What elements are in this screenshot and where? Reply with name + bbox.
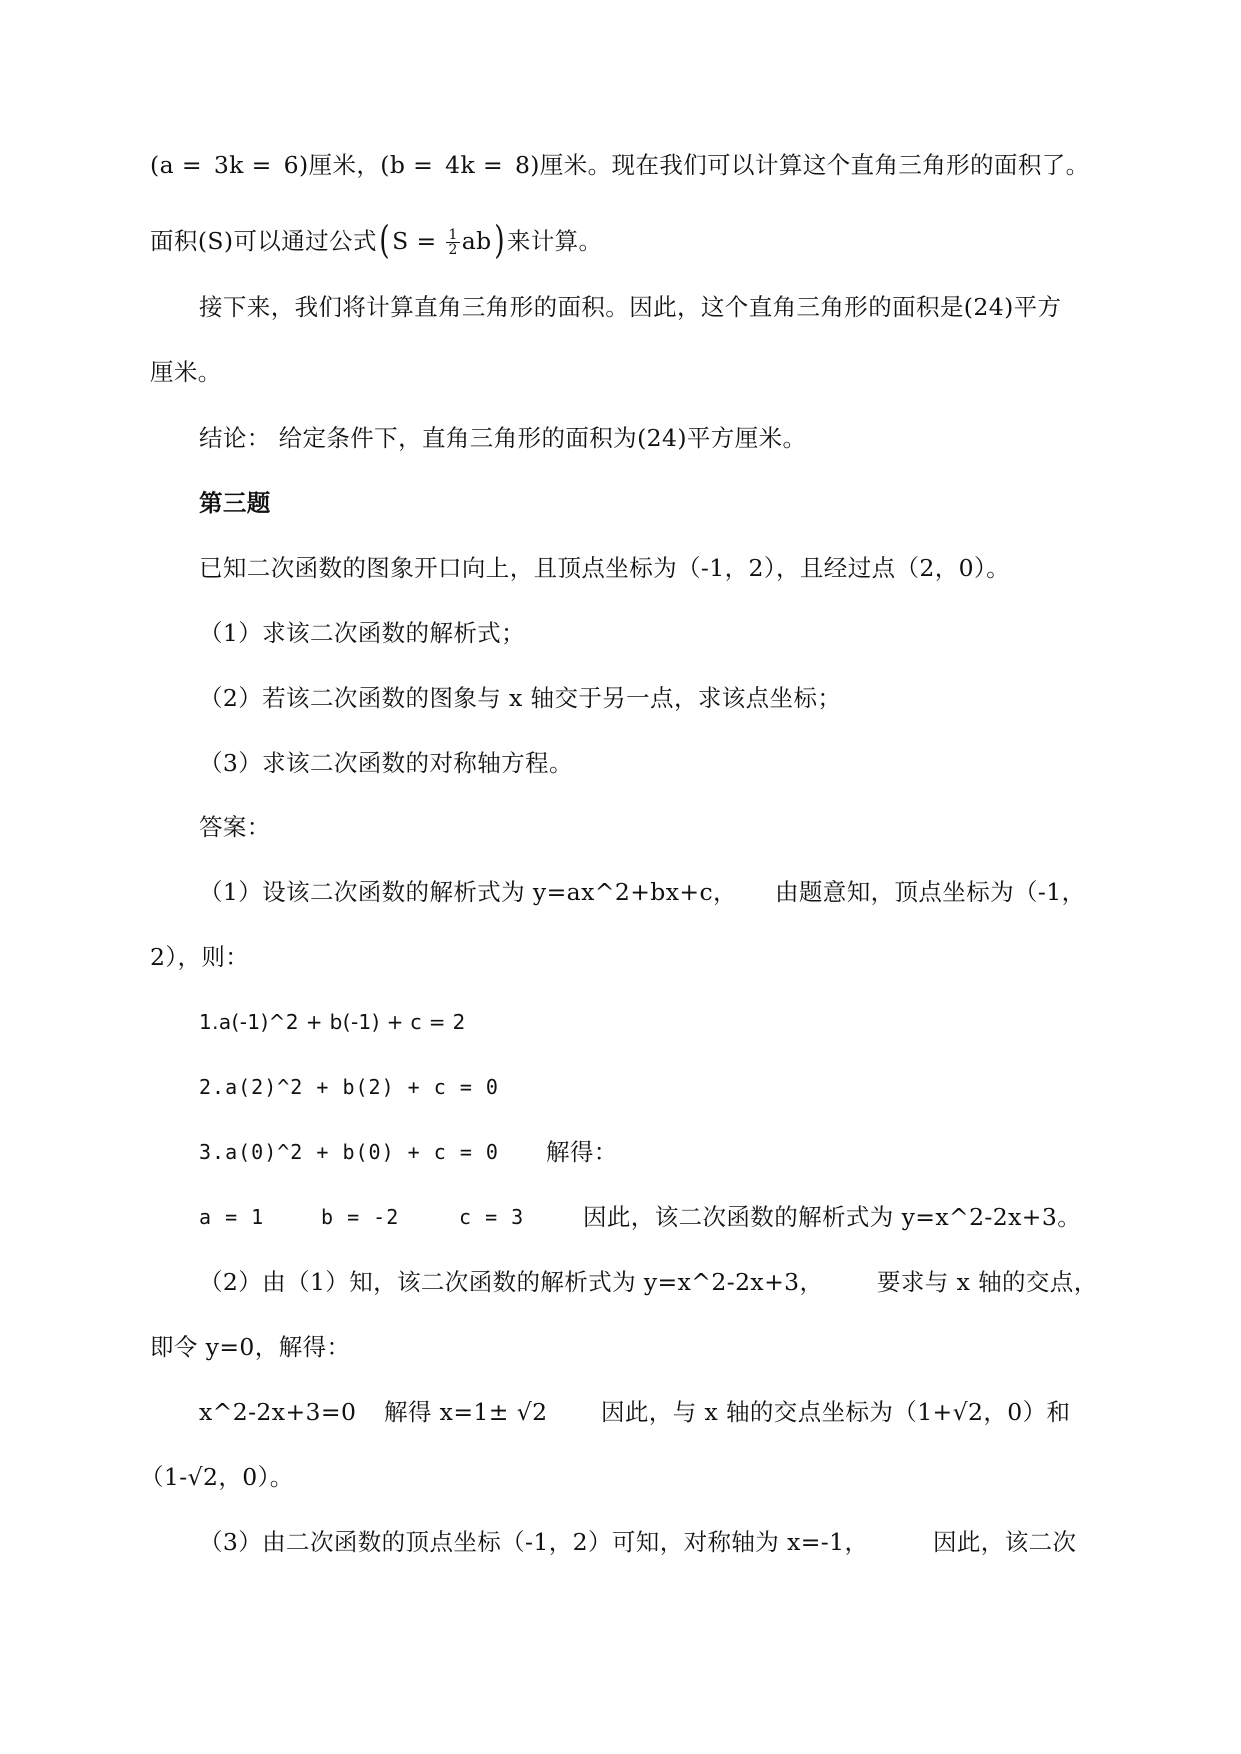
sub-question-1: （1）求该二次函数的解析式； [199,619,526,647]
text-segment: 来计算。 [506,227,603,255]
text-segment: 可以通过公式 [233,227,377,255]
right-paren: ) [493,218,505,262]
answer-2-equation: x^2-2x+3=0 [199,1398,357,1426]
answer-1-line [199,877,737,907]
text-line-1 [150,150,1090,180]
solution-result: 因此，该二次函数的解析式为 y=x^2-2x+3。 [583,1203,1082,1231]
question-stem: 已知二次函数的图象开口向上，且顶点坐标为（-1，2），且经过点（2，0）。 [199,554,1011,582]
answer-2-wrap: 即令 y=0，解得： [150,1333,351,1361]
answer-2-intersections-wrap: （1-√2，0）。 [140,1463,294,1491]
conclusion-line: 结论： 给定条件下，直角三角形的面积为(24)平方厘米。 [199,424,807,452]
var-b-open: (b = [380,151,442,179]
answer-3-line: （3）由二次函数的顶点坐标（-1，2）可知，对称轴为 x=-1， [199,1528,869,1556]
var-a-open: (a = [150,151,210,179]
sub-question-3: （3）求该二次函数的对称轴方程。 [199,749,573,777]
answer-2-solution: 解得 x=1± √2 [384,1398,548,1426]
answer-3-continued: 因此，该二次 [933,1528,1077,1556]
solution-c: c = 3 [459,1205,525,1229]
formula-s: S = [392,227,445,255]
text-segment: 面积 [150,227,198,255]
fraction-denominator: 2 [448,242,458,258]
fraction-numerator: 1 [448,227,458,243]
answer-1-wrap: 2），则： [150,943,250,971]
sub-question-2: （2）若该二次函数的图象与 x 轴交于另一点，求该点坐标； [199,684,842,712]
paragraph-line: 接下来，我们将计算直角三角形的面积。因此，这个直角三角形的面积是(24)平方 [199,293,1062,321]
text-segment: 厘米。现在我们可以计算这个直角三角形的面积了。 [539,151,1090,179]
var-a-mid: 3k = [213,151,280,179]
answer-label: 答案： [199,813,271,841]
equation-2: 2.a(2)^2 + b(2) + c = 0 [199,1075,499,1099]
text-line-2 [150,218,603,262]
var-a-value: 6) [283,151,309,179]
solve-label: 解得： [546,1138,618,1166]
var-s: (S) [197,227,234,255]
equation-3: 3.a(0)^2 + b(0) + c = 0 [199,1140,499,1164]
answer-1-continued: 由题意知，顶点坐标为（-1， [775,878,1086,906]
answer-1-text: （1）设该二次函数的解析式为 y=ax^2+bx+c， [199,878,737,906]
var-b-value: 8) [514,151,540,179]
formula-ab: ab [461,227,492,255]
left-paren: ( [379,218,390,262]
answer-2-intersections: 因此，与 x 轴的交点坐标为（1+√2，0）和 [601,1398,1071,1426]
fraction-one-half [446,228,459,257]
equation-1: 1.a(-1)^2 + b(-1) + c = 2 [199,1010,466,1034]
answer-2-continued: 要求与 x 轴的交点， [877,1268,1098,1296]
section-heading: 第三题 [199,489,271,517]
answer-2-line: （2）由（1）知，该二次函数的解析式为 y=x^2-2x+3， [199,1268,824,1296]
solution-a: a = 1 [199,1205,265,1229]
var-b-mid: 4k = [445,151,511,179]
text-segment: 厘米， [308,151,381,179]
solution-b: b = -2 [321,1205,400,1229]
paragraph-line: 厘米。 [150,358,222,386]
